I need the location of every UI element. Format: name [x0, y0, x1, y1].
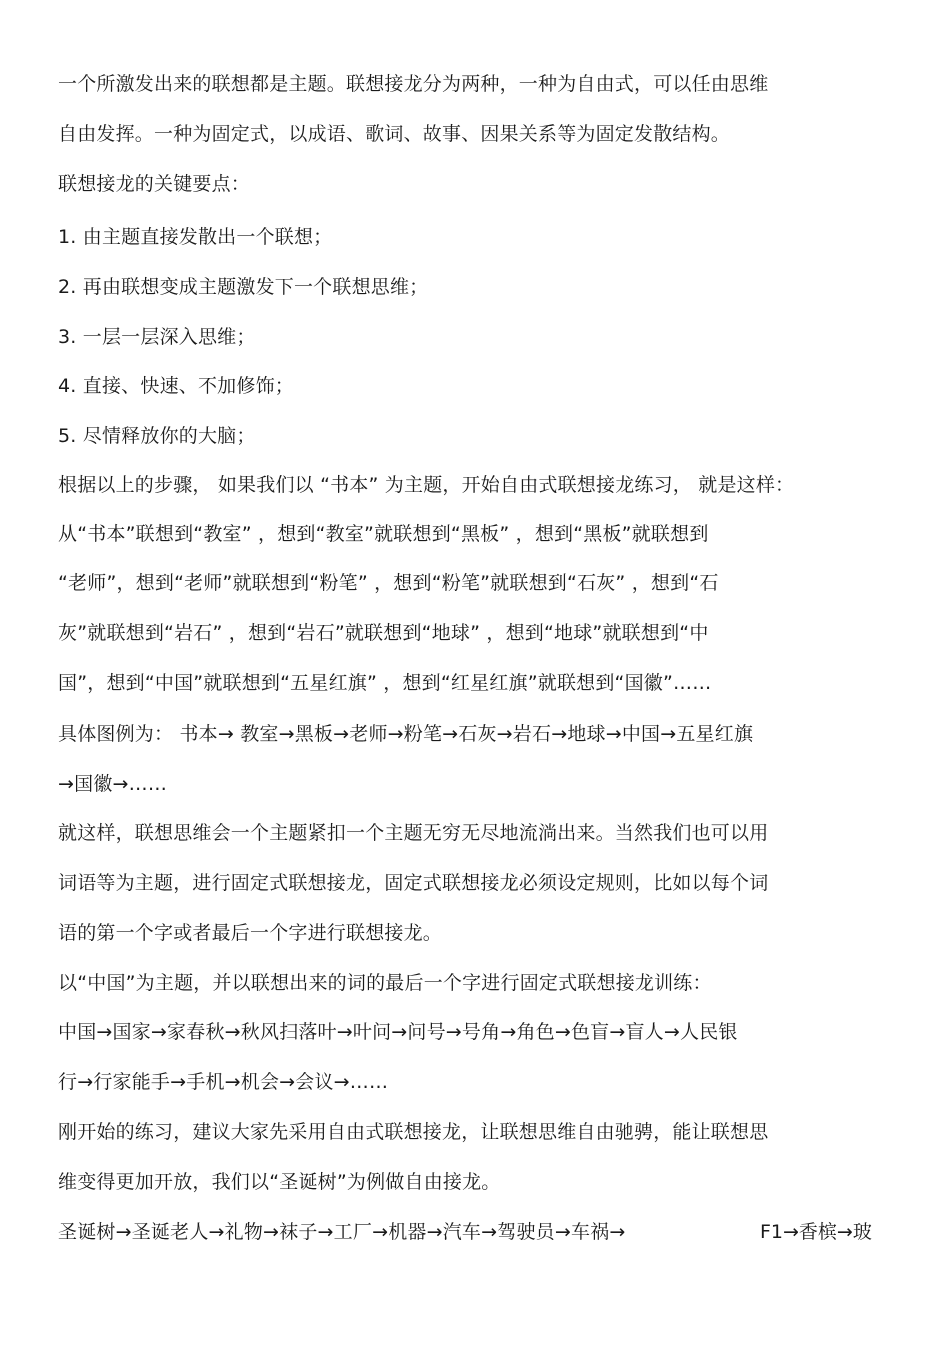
example-chain-line: 具体图例为： 书本→ 教室→黑板→老师→粉笔→石灰→岩石→地球→中国→五星红旗 [58, 723, 754, 745]
example-chain-line: 圣诞树→圣诞老人→礼物→袜子→工厂→机器→汽车→驾驶员→车祸→ [58, 1221, 626, 1243]
paragraph-line: 国”，想到“中国”就联想到“五星红旗” ，想到“红星红旗”就联想到“国徽”…… [58, 672, 712, 694]
example-chain-line: 中国→国家→家春秋→秋风扫落叶→叶问→问号→号角→角色→色盲→盲人→人民银 [58, 1021, 738, 1043]
example-chain-line: 行→行家能手→手机→机会→会议→…… [58, 1071, 389, 1093]
list-item: 2. 再由联想变成主题激发下一个联想思维； [58, 276, 429, 298]
paragraph-line: 灰”就联想到“岩石” ，想到“岩石”就联想到“地球” ，想到“地球”就联想到“中 [58, 622, 709, 644]
paragraph-line: 就这样，联想思维会一个主题紧扣一个主题无穷无尽地流淌出来。当然我们也可以用 [58, 822, 769, 844]
paragraph-line: 以“中国”为主题，并以联想出来的词的最后一个字进行固定式联想接龙训练： [58, 972, 712, 994]
paragraph-line: 维变得更加开放，我们以“圣诞树”为例做自由接龙。 [58, 1171, 501, 1193]
paragraph-line: 一个所激发出来的联想都是主题。联想接龙分为两种，一种为自由式，可以任由思维 [58, 73, 769, 95]
paragraph-line: 自由发挥。一种为固定式，以成语、歌词、故事、因果关系等为固定发散结构。 [58, 123, 731, 145]
paragraph-line: “老师”，想到“老师”就联想到“粉笔” ，想到“粉笔”就联想到“石灰” ，想到“石 [58, 572, 719, 594]
paragraph-line: 从“书本”联想到“教室” ，想到“教室”就联想到“黑板” ，想到“黑板”就联想到 [58, 523, 709, 545]
example-chain-line: →国徽→…… [58, 773, 168, 795]
list-item: 3. 一层一层深入思维； [58, 326, 256, 348]
paragraph-line: 根据以上的步骤， 如果我们以 “书本” 为主题，开始自由式联想接龙练习， 就是这样： [58, 474, 795, 496]
example-chain-line-tail: F1→香槟→玻 [760, 1221, 872, 1243]
paragraph-line: 词语等为主题，进行固定式联想接龙，固定式联想接龙必须设定规则，比如以每个词 [58, 872, 769, 894]
list-item: 4. 直接、快速、不加修饰； [58, 375, 294, 397]
list-item: 5. 尽情释放你的大脑； [58, 425, 256, 447]
section-heading: 联想接龙的关键要点： [58, 173, 251, 195]
paragraph-line: 语的第一个字或者最后一个字进行联想接龙。 [58, 922, 443, 944]
list-item: 1. 由主题直接发散出一个联想； [58, 226, 333, 248]
paragraph-line: 刚开始的练习，建议大家先采用自由式联想接龙，让联想思维自由驰骋，能让联想思 [58, 1121, 769, 1143]
